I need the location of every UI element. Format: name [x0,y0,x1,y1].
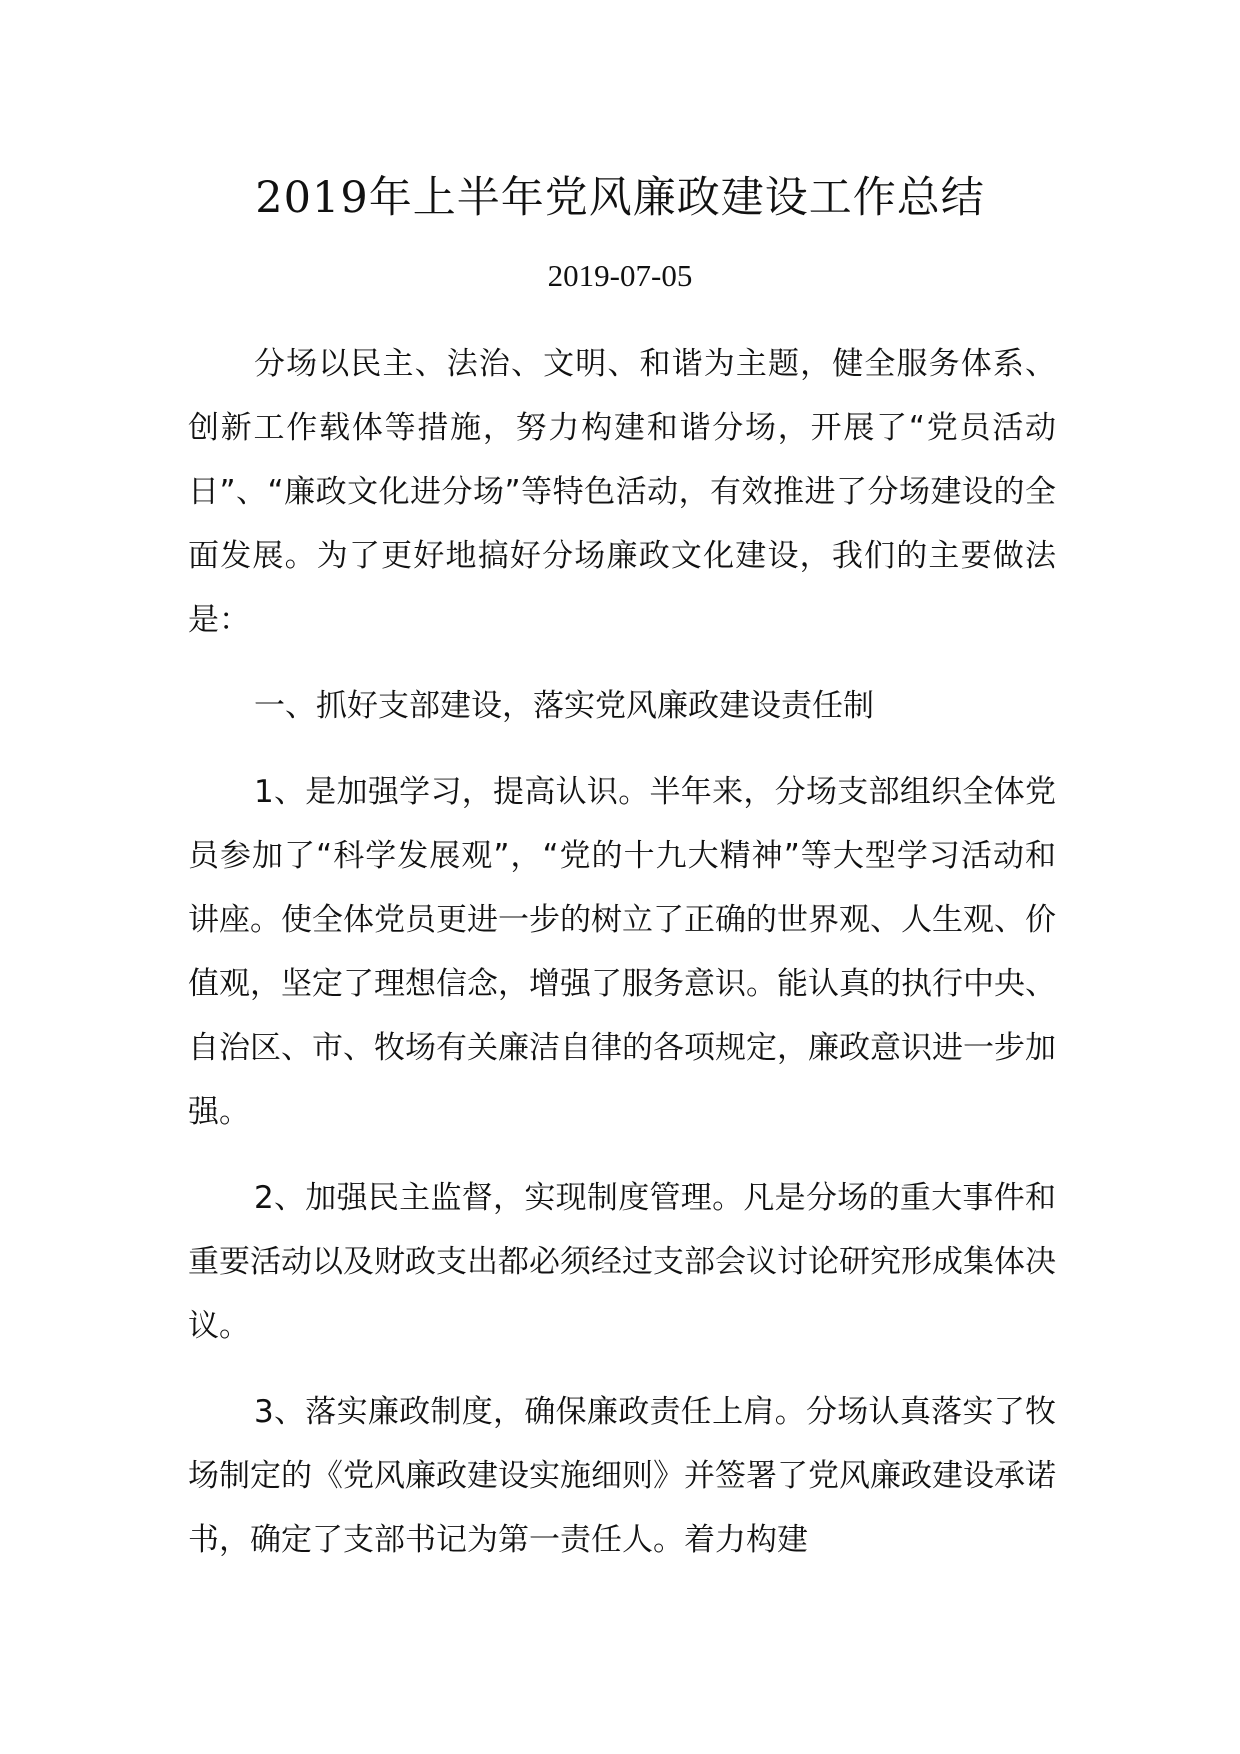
body-paragraph-1: 1、是加强学习，提高认识。半年来，分场支部组织全体党员参加了“科学发展观”，“党的十九大精神”等大型学习活动和讲座。使全体党员更进一步的树立了正确的世界观、人生观、价值观，坚定了理想信念，增强了服务意识。能认真的执行中央、自治区、市、牧场有关廉洁自律的各项规定，廉政意识进一步加强。 [188,774,1056,1130]
document-title: 2019年上半年党风廉政建设工作总结 [255,173,985,223]
body-paragraph-3: 3、落实廉政制度，确保廉政责任上肩。分场认真落实了牧场制定的《党风廉政建设实施细则》并签署了党风廉政建设承诺书，确定了支部书记为第一责任人。着力构建 [188,1394,1056,1558]
intro-paragraph: 分场以民主、法治、文明、和谐为主题，健全服务体系、创新工作载体等措施，努力构建和谐分场，开展了“党员活动日”、“廉政文化进分场”等特色活动，有效推进了分场建设的全面发展。为了更好地搞好分场廉政文化建设，我们的主要做法是： [188,346,1056,638]
body-paragraph-2: 2、加强民主监督，实现制度管理。凡是分场的重大事件和重要活动以及财政支出都必须经过支部会议讨论研究形成集体决议。 [188,1180,1056,1344]
document-body [188,332,1056,1594]
section-heading: 一、抓好支部建设，落实党风廉政建设责任制 [254,688,874,724]
document-date: 2019-07-05 [547,258,693,293]
